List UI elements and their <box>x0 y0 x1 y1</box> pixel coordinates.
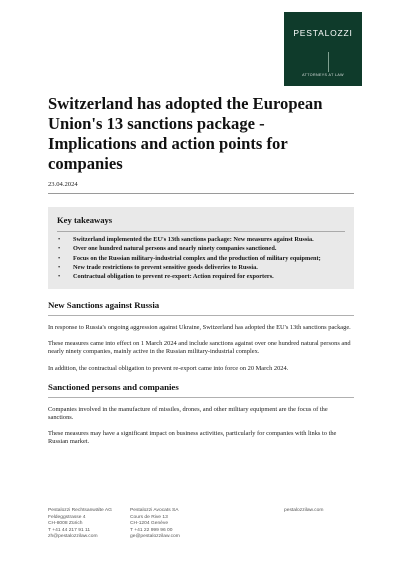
takeaways-list <box>57 236 345 281</box>
footer-line: Pestalozzi Avocats SA <box>130 508 179 513</box>
section-heading: New Sanctions against Russia <box>48 300 160 311</box>
section-divider <box>48 315 354 316</box>
takeaway-text: Focus on the Russian military-industrial complex and the production of military equipment; <box>73 254 321 262</box>
paragraph: In addition, the contractual obligation to prevent re-export came into force on 20 March 2024. <box>48 364 289 372</box>
footer-website <box>284 508 323 515</box>
bullet-icon: • <box>58 263 61 271</box>
section-divider <box>48 397 354 398</box>
takeaway-item <box>57 245 345 253</box>
footer-email-link[interactable]: ge@pestalozzilaw.com <box>130 534 180 540</box>
logo-tagline: ATTORNEYS AT LAW <box>302 73 344 77</box>
document-body <box>48 94 354 447</box>
takeaway-text: Switzerland implemented the EU's 13th sanctions package: New measures against Russia. <box>73 236 314 244</box>
key-takeaways-box <box>48 207 354 290</box>
footer-line: T +41 44 217 91 11 <box>48 527 91 533</box>
takeaway-item <box>57 236 345 244</box>
footer-line: T +41 22 999 96 00 <box>130 527 173 533</box>
key-takeaways-heading: Key takeaways <box>57 214 113 225</box>
takeaway-text: Contractual obligation to prevent re-export: Action required for exporters. <box>73 273 274 280</box>
bullet-icon: • <box>58 273 61 280</box>
bullet-icon: • <box>58 254 61 262</box>
bullet-icon: • <box>58 245 61 253</box>
bullet-icon: • <box>58 236 61 244</box>
footer-line: Feldeggstrasse 4 <box>48 514 86 520</box>
footer-line: Cours de Rive 13 <box>130 514 168 520</box>
page-title: Switzerland has adopted the European Union's 13 sanctions package - Implications and action points for companies <box>48 94 323 173</box>
paragraph: These measures came into effect on 1 March 2024 and include sanctions against over one hundred natural persons and nearly ninety companies, mainly active in the Russian military-industrial complex. <box>48 340 351 356</box>
publication-date: 23.04.2024 <box>48 181 78 188</box>
footer-line: Pestalozzi Rechtsanwälte AG <box>48 508 112 513</box>
paragraph: In response to Russia's ongoing aggression against Ukraine, Switzerland has adopted the EU's 13th sanctions package. <box>48 323 351 331</box>
title-divider <box>48 193 354 194</box>
footer-address-geneva <box>130 508 180 541</box>
takeaway-item <box>57 273 345 281</box>
footer-email-link[interactable]: zh@pestalozzilaw.com <box>48 534 98 540</box>
takeaways-divider <box>57 231 345 232</box>
section-new-sanctions <box>48 300 354 373</box>
takeaway-text: Over one hundred natural persons and nearly ninety companies sanctioned. <box>73 245 277 253</box>
footer-line: CH-8008 Zürich <box>48 521 83 527</box>
section-sanctioned-persons <box>48 382 354 447</box>
paragraph: These measures may have a significant impact on business activities, particularly for companies with links to the Russian market. <box>48 430 337 446</box>
takeaway-item <box>57 264 345 272</box>
logo-name: PESTALOZZI <box>293 28 353 38</box>
paragraph: Companies involved in the manufacture of missiles, drones, and other military equipment are the focus of the sanctions. <box>48 405 328 421</box>
footer-line: CH-1204 Genève <box>130 521 169 527</box>
logo-rule <box>328 52 329 72</box>
takeaway-item <box>57 255 345 263</box>
footer-address-zurich <box>48 508 112 541</box>
pestalozzi-logo <box>284 12 362 86</box>
takeaway-text: New trade restrictions to prevent sensitive goods deliveries to Russia. <box>73 263 258 271</box>
section-heading: Sanctioned persons and companies <box>48 381 179 392</box>
website-link[interactable]: pestalozzilaw.com <box>284 508 324 513</box>
